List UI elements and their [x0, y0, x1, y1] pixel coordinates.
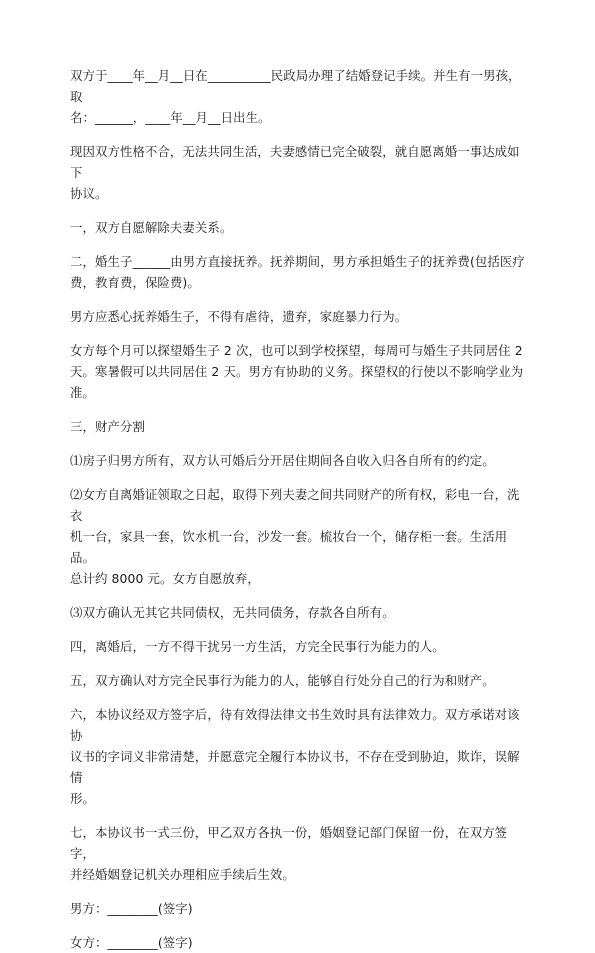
paragraph-4 — [70, 251, 525, 293]
text-line: 准。 — [70, 385, 95, 400]
text-line: 双方于____年__月__日在__________民政局办理了结婚登记手续。并生有一男孩，取 — [70, 68, 521, 104]
text-line: 名：______，____年__月__日出生。 — [70, 110, 271, 125]
text-line: 三，财产分割 — [70, 419, 145, 434]
text-line: ⑵女方自离婚证领取之日起，取得下列夫妻之间共同财产的所有权，彩电一台，洗衣 — [70, 487, 520, 523]
paragraph-9 — [70, 484, 525, 589]
text-line: 议书的字词义非常清楚，并愿意完全履行本协议书，不存在受到胁迫，欺诈，误解情 — [70, 749, 520, 785]
text-line: 男方应悉心抚养婚生子，不得有虐待，遗弃，家庭暴力行为。 — [70, 309, 408, 324]
paragraph-10 — [70, 602, 525, 623]
text-line: 形。 — [70, 791, 95, 806]
text-line: 机一台，家具一套，饮水机一台，沙发一套。梳妆台一个，储存柜一套。生活用品。 — [70, 529, 508, 565]
paragraph-1 — [70, 65, 525, 128]
text-line: 总计约 8000 元。女方自愿放弃， — [70, 571, 260, 586]
text-line: ⑶双方确认无其它共同债权，无共同债务，存款各自所有。 — [70, 605, 395, 620]
paragraph-8 — [70, 450, 525, 471]
text-line: 男方：________(签字) — [70, 901, 193, 916]
paragraph-14 — [70, 822, 525, 885]
text-line: 女方：________(签字) — [70, 935, 193, 950]
paragraph-13 — [70, 704, 525, 809]
text-line: 六，本协议经双方签字后，待有效得法律文书生效时具有法律效力。双方承诺对该协 — [70, 707, 520, 743]
text-line: 女方每个月可以探望婚生子 2 次，也可以到学校探望，每周可与婚生子共同居住 2 — [70, 343, 523, 358]
text-line: 费，教育费，保险费)。 — [70, 275, 200, 290]
paragraph-5 — [70, 306, 525, 327]
paragraph-2 — [70, 141, 525, 204]
paragraph-12 — [70, 670, 525, 691]
text-line: 七，本协议书一式三份，甲乙双方各执一份，婚姻登记部门保留一份，在双方签字， — [70, 825, 508, 861]
text-line: 并经婚姻登记机关办理相应手续后生效。 — [70, 867, 295, 882]
paragraph-7 — [70, 416, 525, 437]
text-line: 五，双方确认对方完全民事行为能力的人，能够自行处分自己的行为和财产。 — [70, 673, 495, 688]
paragraph-16 — [70, 932, 525, 953]
text-line: 四，离婚后，一方不得干扰另一方生活，方完全民事行为能力的人。 — [70, 639, 445, 654]
paragraph-3 — [70, 217, 525, 238]
text-line: ⑴房子归男方所有，双方认可婚后分开居住期间各自收入归各自所有的约定。 — [70, 453, 495, 468]
paragraph-11 — [70, 636, 525, 657]
text-line: 现因双方性格不合，无法共同生活，夫妻感情已完全破裂，就自愿离婚一事达成如下 — [70, 144, 520, 180]
text-line: 天。寒暑假可以共同居住 2 天。男方有协助的义务。探望权的行使以不影响学业为 — [70, 364, 524, 379]
text-line: 一，双方自愿解除夫妻关系。 — [70, 220, 233, 235]
paragraph-6 — [70, 340, 525, 403]
paragraph-15 — [70, 898, 525, 919]
text-line: 二，婚生子______由男方直接抚养。抚养期间，男方承担婚生子的抚养费(包括医疗 — [70, 254, 525, 269]
text-line: 协议。 — [70, 186, 108, 201]
